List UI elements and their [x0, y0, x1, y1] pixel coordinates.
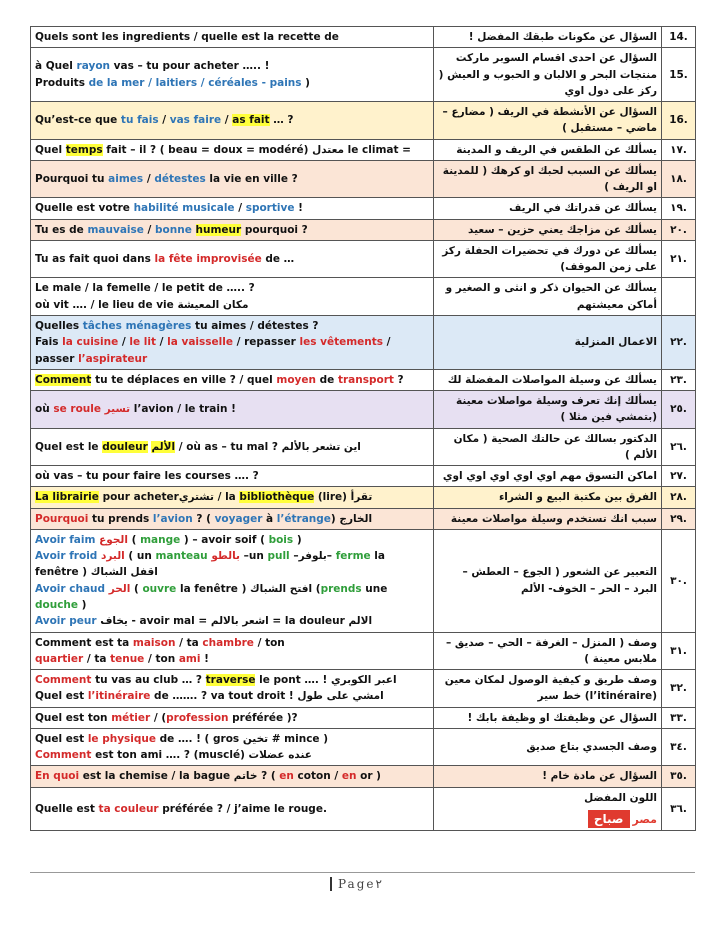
table-row: [31, 787, 696, 831]
arabic-description: يسألك عن قدراتك في الريف: [509, 202, 657, 215]
table-row: [31, 508, 696, 529]
question-number: 14.: [662, 27, 696, 48]
text-segment: à: [262, 512, 277, 525]
text-segment: la fête improvisée: [154, 253, 262, 266]
text-segment: douche: [35, 598, 79, 611]
text-segment: /: [143, 223, 156, 236]
text-segment: En quoi: [35, 770, 80, 783]
text-segment: le climat =: [344, 143, 411, 156]
text-segment: Comment: [35, 674, 92, 687]
text-segment: (: [130, 582, 143, 595]
text-segment: / ton: [253, 636, 285, 649]
text-segment: bois: [268, 533, 294, 546]
text-segment: tu te déplaces en ville ? / quel: [91, 373, 277, 386]
text-segment: –un: [239, 550, 268, 563]
question-number: ٣٦.: [662, 787, 696, 831]
question-number: ٢٣.: [662, 369, 696, 390]
text-segment: Avoir faim: [35, 533, 96, 546]
text-segment: /: [118, 336, 130, 349]
arabic-description-cell: [434, 428, 662, 466]
french-question-cell: [31, 369, 434, 390]
text-segment: tu prends: [88, 512, 153, 525]
question-number: ٢٠.: [662, 219, 696, 240]
text-segment: بالطو: [211, 550, 240, 563]
text-segment: quartier: [35, 652, 84, 665]
question-number: ١٩.: [662, 198, 696, 219]
french-question-cell: [31, 529, 434, 632]
text-segment: la fenêtre ) افتح الشباك (: [176, 582, 321, 595]
arabic-description-cell: [434, 139, 662, 160]
french-question-cell: [31, 102, 434, 140]
arabic-description: وصف ( المنزل – الغرفة – الحي – صديق – ملابس معينة ): [446, 636, 657, 665]
text-segment: Quelles: [35, 319, 83, 332]
arabic-description: الاعمال المنزلية: [574, 336, 657, 349]
text-segment: où vit …. / le lieu de vie: [35, 298, 178, 311]
text-segment: où: [35, 403, 54, 416]
text-segment: l’étrange: [276, 512, 331, 525]
text-segment: une: [361, 582, 388, 595]
table-row: [31, 428, 696, 466]
text-segment: Qu’est-ce que: [35, 114, 121, 127]
arabic-description: يسألك عن الحيوان ذكر و انثى و الصغير و أماكن معيشتهم: [445, 282, 657, 311]
question-number: ٣٢.: [662, 670, 696, 708]
arabic-description-cell: [434, 787, 662, 831]
text-segment: moyen: [276, 373, 316, 386]
question-number: ٢٩.: [662, 508, 696, 529]
text-segment: tu aimes / détestes ?: [191, 319, 319, 332]
arabic-description-cell: [434, 391, 662, 429]
text-segment: humeur: [195, 223, 242, 236]
table-row: [31, 529, 696, 632]
text-segment: l’aspirateur: [78, 352, 148, 365]
text-segment: chambre: [202, 636, 254, 649]
question-number: ٣٠.: [662, 529, 696, 632]
arabic-description-cell: [434, 466, 662, 487]
french-question-cell: [31, 315, 434, 369]
text-segment: ): [301, 76, 310, 89]
text-segment: ) – avoir soif (: [180, 533, 269, 546]
question-number: ٣١.: [662, 632, 696, 670]
text-segment: (: [127, 533, 141, 546]
table-row: [31, 466, 696, 487]
question-number: 16.: [662, 102, 696, 140]
arabic-description: يسألك عن وسيلة المواصلات المفضلة لك: [447, 373, 657, 386]
arabic-description-cell: [434, 508, 662, 529]
arabic-description: التعبير عن الشعور ( الجوع – العطش – البرد – الحر – الخوف- الألم: [462, 566, 657, 595]
page-footer: [30, 872, 695, 891]
arabic-description-cell: [434, 529, 662, 632]
text-segment: mange: [140, 533, 181, 546]
table-row: [31, 160, 696, 198]
arabic-description: الفرق بين مكتبة البيع و الشراء: [498, 491, 657, 504]
arabic-description: السؤال عن الأنشطة في الريف ( مضارع – ماضي – مستقبل ): [442, 106, 657, 135]
text-segment: où vas – tu pour faire les courses …. ?: [35, 470, 259, 483]
arabic-description: يسألك عن السبب لحبك او كرهك ( للمدينة او الريف ): [442, 164, 657, 194]
text-segment: Comment: [35, 749, 92, 762]
text-segment: profession: [166, 711, 229, 724]
text-segment: en: [341, 770, 357, 783]
text-segment: voyager: [214, 512, 263, 525]
text-segment: / repasser: [232, 336, 300, 349]
text-segment: / (: [150, 711, 167, 724]
text-segment: ): [293, 533, 302, 546]
french-question-cell: [31, 240, 434, 278]
text-segment: خاتم: [233, 770, 258, 783]
arabic-description-cell: [434, 219, 662, 240]
question-number: [662, 278, 696, 316]
text-segment: habilité musicale: [133, 202, 235, 215]
french-question-cell: [31, 466, 434, 487]
text-segment: la cuisine: [62, 336, 119, 349]
table-row: [31, 391, 696, 429]
table-row: [31, 219, 696, 240]
arabic-description-cell: [434, 240, 662, 278]
text-segment: مكان المعيشة: [177, 298, 249, 311]
arabic-description-cell: [434, 48, 662, 102]
arabic-description-cell: [434, 670, 662, 708]
text-segment: as fait: [232, 114, 270, 127]
text-segment: تسير: [104, 403, 131, 416]
question-number: ٢٨.: [662, 487, 696, 508]
question-number: 15.: [662, 48, 696, 102]
french-question-cell: [31, 198, 434, 219]
text-segment: Comment est ta: [35, 636, 133, 649]
french-question-cell: [31, 632, 434, 670]
text-segment: l’avion / le train !: [130, 403, 236, 416]
text-segment: mauvaise: [87, 223, 144, 236]
arabic-description-cell: [434, 632, 662, 670]
text-segment: le lit: [129, 336, 156, 349]
french-question-cell: [31, 728, 434, 766]
text-segment: Quels sont les ingredients / quelle est la recette de: [35, 31, 339, 43]
text-segment: l’avion: [152, 512, 193, 525]
text-segment: se roule: [53, 403, 101, 416]
table-row: [31, 487, 696, 508]
arabic-description: اماكن التسوق مهم اوي اوي اوي اوي اوي: [442, 470, 657, 483]
table-row: [31, 278, 696, 316]
question-number: ٣٤.: [662, 728, 696, 766]
table-row: [31, 369, 696, 390]
table-row: [31, 102, 696, 140]
text-segment: /: [234, 202, 246, 215]
text-segment: ami: [178, 652, 201, 665]
arabic-description-cell: [434, 315, 662, 369]
text-segment: [192, 224, 196, 236]
text-segment: !: [294, 202, 303, 215]
text-segment: Avoir peur: [35, 615, 97, 628]
french-question-cell: [31, 487, 434, 508]
arabic-description: السؤال عن احدى اقسام السوبر ماركت منتجات البحر و الالبان و الحبوب و العيش ( ركز على دول اوي: [438, 52, 657, 97]
arabic-description: يسألك عن دورك في تحضيرات الحفلة ركز على زمن الموقف): [442, 244, 657, 274]
french-question-cell: [31, 707, 434, 728]
table-row: [31, 766, 696, 787]
text-segment: de …: [261, 253, 295, 266]
text-segment: la vaisselle: [167, 336, 233, 349]
watermark-suffix: مصر: [632, 812, 657, 826]
french-question-cell: [31, 219, 434, 240]
arabic-description: يسألك عن مزاجك يعني حزين – سعيد: [468, 223, 657, 236]
text-segment: préférée ? / j’aime le rouge.: [158, 802, 327, 815]
text-segment: Tu as fait quoi dans: [35, 253, 155, 266]
french-question-cell: [31, 766, 434, 787]
text-segment: est la chemise / la bague: [79, 770, 234, 783]
text-segment: ) الخارج: [330, 512, 373, 525]
text-segment: La librairie: [35, 491, 99, 504]
arabic-description: وصف الجسدي بتاع صديق: [526, 740, 657, 753]
french-question-cell: [31, 27, 434, 48]
text-segment: métier: [111, 711, 151, 724]
text-segment: Quelle est votre: [35, 202, 134, 215]
text-segment: معتدل: [312, 143, 345, 156]
text-segment: Fais: [35, 336, 63, 349]
text-segment: Comment: [35, 373, 92, 386]
text-segment: préférée )?: [228, 711, 298, 724]
arabic-description: اللون المفضل: [584, 791, 657, 804]
arabic-description: يسألك إنك تعرف وسيلة مواصلات معينة (بتمشي فين مثلا ): [456, 395, 657, 424]
question-number: ٢١.: [662, 240, 696, 278]
arabic-description-cell: [434, 278, 662, 316]
text-segment: –بلوفر–: [289, 550, 336, 563]
text-segment: الحر: [108, 582, 131, 595]
text-segment: de …. ! ( gros تخين # mince ): [156, 732, 329, 745]
text-segment: يخاف - avoir mal = اشعر بالالم = la douleur الالم: [96, 615, 373, 628]
table-row: [31, 707, 696, 728]
text-segment: / où as – tu mal ?: [175, 440, 282, 453]
french-question-cell: [31, 391, 434, 429]
text-segment: traverse: [205, 674, 256, 687]
text-segment: transport: [337, 373, 394, 386]
question-table: [30, 26, 696, 831]
question-number: ١٧.: [662, 139, 696, 160]
arabic-description-cell: [434, 728, 662, 766]
french-question-cell: [31, 787, 434, 831]
arabic-description-cell: [434, 766, 662, 787]
text-segment: rayon: [76, 60, 111, 73]
arabic-description: وصف طريق و كيفية الوصول لمكان معين (l’itinéraire) خط سير: [444, 674, 657, 703]
french-question-cell: [31, 48, 434, 102]
text-segment: Quel est le: [35, 440, 103, 453]
question-rows: [31, 27, 696, 831]
text-segment: vas faire: [169, 114, 222, 127]
text-segment: !: [200, 652, 209, 665]
text-segment: sportive: [245, 202, 295, 215]
text-segment: Avoir chaud: [35, 582, 106, 595]
text-segment: اين تشعر بالألم: [281, 440, 361, 453]
text-segment: /: [143, 172, 155, 185]
text-segment: ?: [393, 373, 404, 386]
text-segment: le physique: [87, 732, 157, 745]
arabic-description: الدكتور بسالك عن حالتك الصحية ( مكان الألم ): [453, 432, 657, 461]
arabic-description: سبب انك تستخدم وسيلة مواصلات معينة: [450, 512, 657, 525]
text-segment: / passer: [35, 336, 391, 365]
text-segment: الألم: [151, 440, 176, 453]
question-number: ٣٥.: [662, 766, 696, 787]
french-question-cell: [31, 139, 434, 160]
text-segment: / la: [213, 491, 240, 504]
text-segment: الجوع: [99, 533, 128, 546]
arabic-description: السؤال عن وظيفتك او وظيفة بابك !: [467, 711, 657, 724]
text-segment: pour acheter: [98, 491, 179, 504]
text-segment: temps: [65, 143, 103, 156]
text-segment: ta couleur: [98, 802, 159, 815]
text-segment: (lire): [314, 491, 351, 504]
arabic-description-cell: [434, 707, 662, 728]
french-question-cell: [31, 278, 434, 316]
french-question-cell: [31, 670, 434, 708]
text-segment: maison: [132, 636, 176, 649]
text-segment: détestes: [154, 172, 206, 185]
arabic-description-cell: [434, 27, 662, 48]
text-segment: les vêtements: [299, 336, 384, 349]
question-number: ٢٧.: [662, 466, 696, 487]
text-segment: tâches ménagères: [82, 319, 192, 332]
text-segment: Pourquoi: [35, 512, 89, 525]
question-number: ٢٥.: [662, 391, 696, 429]
text-segment: de la mer / laitiers / céréales - pains: [88, 76, 302, 89]
text-segment: tu vas au club … ?: [91, 674, 206, 687]
table-row: [31, 670, 696, 708]
text-segment: de: [316, 373, 338, 386]
text-segment: douleur: [102, 440, 148, 453]
text-segment: Tu es de: [35, 223, 88, 236]
text-segment: or ): [356, 770, 381, 783]
text-segment: pourquoi ?: [241, 223, 308, 236]
text-segment: /: [156, 336, 168, 349]
table-row: [31, 27, 696, 48]
text-segment: Quel est: [35, 732, 88, 745]
watermark-brand: صباح: [588, 810, 630, 829]
text-segment: ? (: [257, 770, 280, 783]
table-row: [31, 48, 696, 102]
text-segment: à Quel: [35, 60, 77, 73]
french-question-cell: [31, 508, 434, 529]
text-segment: est ton ami …. ? (musclé) عنده عضلات: [91, 749, 312, 762]
question-number: ٣٣.: [662, 707, 696, 728]
table-row: [31, 315, 696, 369]
text-segment: … ?: [269, 114, 294, 127]
table-row: [31, 240, 696, 278]
text-segment: prends: [320, 582, 362, 595]
text-segment: Quel est ton: [35, 711, 112, 724]
text-segment: / ton: [144, 652, 179, 665]
text-segment: manteau: [155, 550, 208, 563]
text-segment: tenue: [110, 652, 145, 665]
text-segment: de ……. ? va tout droit ! امشي على طول: [150, 690, 384, 703]
text-segment: تشتري: [178, 491, 214, 504]
text-segment: / ta: [83, 652, 111, 665]
text-segment: Le male / la femelle / le petit de ….. ?: [35, 282, 255, 295]
text-segment: le pont …. ! اعبر الكوبري: [255, 674, 397, 687]
text-segment: en: [279, 770, 294, 783]
text-segment: Quel: [35, 143, 66, 156]
table-row: [31, 198, 696, 219]
text-segment: aimes: [108, 172, 144, 185]
text-segment: vas – tu pour acheter ….. !: [110, 60, 270, 73]
question-number: ٢٢.: [662, 315, 696, 369]
question-number: ١٨.: [662, 160, 696, 198]
text-segment: bibliothèque: [239, 491, 315, 504]
table-row: [31, 139, 696, 160]
text-segment: pull: [267, 550, 290, 563]
text-segment: Avoir froid: [35, 550, 98, 563]
text-segment: Pourquoi tu: [35, 172, 109, 185]
arabic-description: السؤال عن مادة خام !: [542, 770, 657, 783]
arabic-description: السؤال عن مكونات طبقك المفضل !: [468, 31, 657, 43]
text-segment: bonne: [155, 223, 192, 236]
text-segment: ferme: [335, 550, 371, 563]
arabic-description-cell: [434, 198, 662, 219]
text-segment: ? (: [192, 512, 215, 525]
text-segment: Quelle est: [35, 802, 99, 815]
text-segment: / ta: [175, 636, 203, 649]
text-segment: Quel est: [35, 690, 88, 703]
text-segment: ): [78, 598, 87, 611]
text-segment: coton /: [293, 770, 342, 783]
watermark-logo: [588, 810, 657, 829]
text-segment: /: [158, 114, 170, 127]
text-segment: Produits: [35, 76, 89, 89]
question-number: ٢٦.: [662, 428, 696, 466]
table-row: [31, 632, 696, 670]
table-row: [31, 728, 696, 766]
arabic-description-cell: [434, 487, 662, 508]
text-segment: تقرأ: [350, 491, 373, 504]
text-segment: l’itinéraire: [87, 690, 151, 703]
text-segment: اقفل الشباك: [90, 566, 158, 579]
text-segment: ( un: [124, 550, 156, 563]
arabic-description-cell: [434, 369, 662, 390]
text-segment: البرد: [100, 550, 125, 563]
text-segment: la fenêtre ): [35, 550, 385, 579]
arabic-description-cell: [434, 102, 662, 140]
arabic-description: يسألك عن الطقس في الريف و المدينة: [456, 143, 657, 156]
text-segment: tu fais: [120, 114, 159, 127]
text-segment: fait – il ? ( beau = doux = modéré): [102, 143, 313, 156]
text-segment: ouvre: [142, 582, 177, 595]
page-number: Page۲: [330, 877, 382, 891]
text-segment: la vie en ville ?: [205, 172, 298, 185]
french-question-cell: [31, 160, 434, 198]
french-question-cell: [31, 428, 434, 466]
arabic-description-cell: [434, 160, 662, 198]
text-segment: /: [221, 114, 233, 127]
